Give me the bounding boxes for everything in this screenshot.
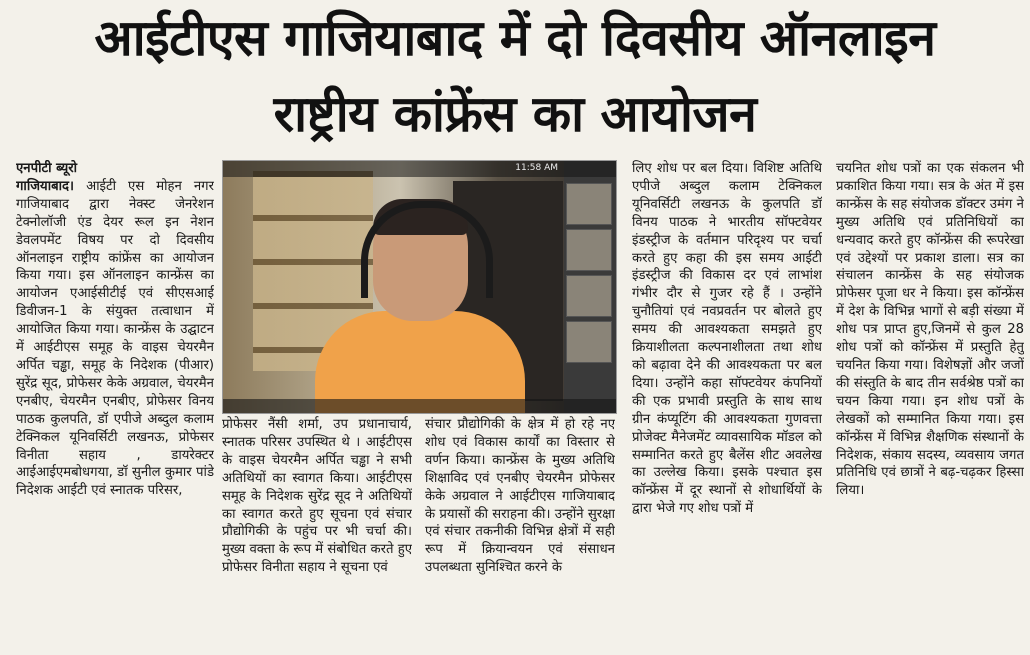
participant-tile <box>566 183 612 225</box>
byline-bureau: एनपीटी ब्यूरो <box>16 161 78 176</box>
column-2-text: प्रोफेसर नैंसी शर्मा, उप प्रधानाचार्य, स्नातक परिसर उपस्थित थे । आईटीएस के वाइस चेयरमैन अर्पित चड्ढा ने सभी अतिथियों का स्वागत किया। आईटीएस समूह के निदेशक सुरेंद्र सूद ने अतिथियों का स्वागत करते हुए सूचना एवं संचार प्रौद्योगिकी के पहुंच पर भी चर्चा की। मुख्य वक्ता के रूप में संबोधित करते हुए प्रोफेसर विनीता सहाय ने सूचना एवं <box>222 417 412 576</box>
participant-tile <box>566 275 612 317</box>
video-call-photo <box>222 160 617 414</box>
participant-tile <box>566 321 612 363</box>
video-controls <box>223 399 616 413</box>
call-time: 11:58 AM <box>515 163 558 173</box>
column-3-text: संचार प्रौद्योगिकी के क्षेत्र में हो रहे नए शोध एवं विकास कार्यों का विस्तार से वर्णन किया। कान्फ्रेंस के मुख्य अतिथि शिक्षाविद एवं एनबीए चेयरमैन प्रोफेसर केके अग्रवाल ने आईटीएस गाजियाबाद के प्रयासों की सराहना की। उन्होंने सुरक्षा एवं संचार तकनीकी विभिन्न क्षेत्रों में सही रूप में क्रियान्वयन एवं संसाधन उपलब्धता सुनिश्चित करने के <box>425 417 615 576</box>
headline-line-2: राष्ट्रीय कांफ्रेंस का आयोजन <box>273 85 757 143</box>
article-column-1 <box>16 160 214 655</box>
headline-line-1: आईटीएस गाजियाबाद में दो दिवसीय ऑनलाइन <box>94 9 936 67</box>
article-column-4 <box>632 160 822 655</box>
participant-tile <box>566 229 612 271</box>
byline-city: गाजियाबाद। <box>16 178 75 194</box>
article-column-2 <box>222 416 412 655</box>
headphone-icon <box>361 201 493 298</box>
article-column-3 <box>425 416 615 655</box>
column-1-text: आईटी एस मोहन नगर गाजियाबाद द्वारा नेक्स्ट जेनरेशन टेक्नोलॉजी एंड देयर रूल इन नेशन डेवलपमेंट विषय पर दो दिवसीय ऑनलाइन राष्ट्रीय कांफ्रेंस का आयोजन किया गया। इस ऑनलाइन कान्फ्रेंस का आयोजन एआईसीटीई एवं सीएसआई डिवीजन-1 के संयुक्त तत्वाधान में आयोजित किया गया। कान्फ्रेंस के उद्घाटन में आईटीएस समूह के वाइस चेयरमैन अर्पित चड्ढा, समूह के निदेशक (पीआर) सुरेंद्र सूद, प्रोफेसर केके अग्रवाल, चेयरमैन एनबीए, चेयरमैन एनबीए, प्रोफेसर विनय पाठक कुलपति, डॉ एपीजे अब्दुल कलाम टेक्निकल यूनिवर्सिटी लखनऊ, प्रोफेसर विनीता सहाय , डायरेक्टर आईआईएमबोधगया, डॉ सुनील कुमार पांडे निदेशक आईटी एवं स्नातक परिसर, <box>16 178 214 499</box>
column-4-text: लिए शोध पर बल दिया। विशिष्ट अतिथि एपीजे अब्दुल कलाम टेक्निकल यूनिवर्सिटी लखनऊ के कुलपति डॉ विनय पाठक ने भारतीय सॉफ्टवेयर इंडस्ट्रीज के वर्तमान परिदृश्य पर चर्चा करते हुए कहा की इस समय आईटी इंडस्ट्रीज की विकास दर एवं लाभांश गंभीर दौर से गुजर रहे हैं । उन्होंने चुनौतियां एवं नवप्रवर्तन पर बोलते हुए समय की आवश्यकता समझते हुए क्रियाशीलता कल्पनाशीलता तथा शोध को बढ़ावा देने की आवश्यकता पर बल दिया। उन्होंने कहा सॉफ्टवेयर कंपनियों की एक प्रभावी प्रस्तुति के साथ साथ ग्रीन कंप्यूटिंग की आवश्यकता गुणवत्ता प्रोजेक्ट मैनेजमेंट व्यावसायिक मॉडल को सम्मानित करते हुए बैलेंस शीट अवलेख का उल्लेख किया। इसके पश्चात इस कॉन्फ्रेंस में दूर स्थानों से शोधार्थियों के द्वारा भेजे गए शोध पत्रों में <box>632 161 822 517</box>
article-column-5 <box>836 160 1024 655</box>
headline <box>0 0 1030 160</box>
column-5-text: चयनित शोध पत्रों का एक संकलन भी प्रकाशित किया गया। सत्र के अंत में इस कान्फ्रेंस के सह संयोजक डॉक्टर उमंग ने मुख्य अतिथि एवं प्रतिनिधियों का धन्यवाद करते हुए कॉन्फ्रेंस की रूपरेखा एवं उद्देश्यों पर प्रकाश डाला। सत्र का संचालन कान्फ्रेंस के सह संयोजक प्रोफेसर पूजा धर ने किया। इस कॉन्फ्रेंस में देश के विभिन्न भागों से बड़ी संख्या में शोध पत्र प्राप्त हुए,जिनमें से कुल 28 शोध पत्रों को कॉन्फ्रेंस में प्रस्तुति हेतु चयनित किया गया। विशेषज्ञों और जजों की संस्तुति के बाद तीन सर्वश्रेष्ठ पत्रों का चयन किया गया। इन शोध पत्रों के लेखकों को सम्मानित किया गया। इस कॉन्फ्रेंस में विभिन्न शैक्षणिक संस्थानों के निदेशक, संकाय सदस्य, व्यवसाय जगत प्रतिनिधि एवं छात्रों ने बढ़-चढ़कर हिस्सा लिया। <box>836 161 1024 499</box>
